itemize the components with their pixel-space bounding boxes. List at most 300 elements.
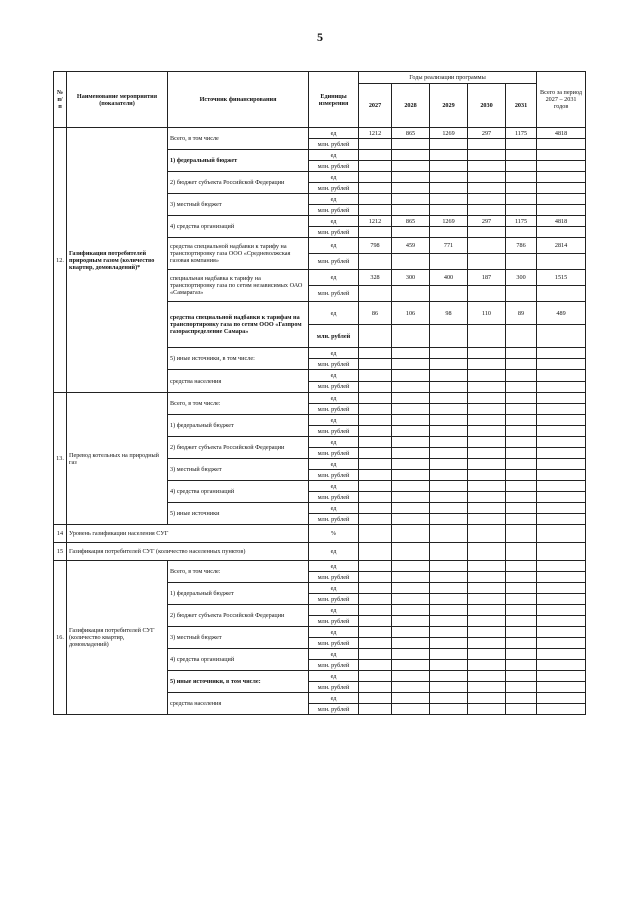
activity-name: Газификация потребителей природным газом (количество квартир, домовладений)*	[67, 128, 168, 393]
value-cell	[468, 583, 506, 594]
unit-ed: ед	[309, 302, 359, 325]
value-cell	[468, 543, 506, 561]
value-cell	[430, 393, 468, 404]
value-cell	[506, 693, 537, 704]
source-label: 2) бюджет субъекта Российской Федерации	[168, 437, 309, 459]
value-cell	[506, 583, 537, 594]
unit-mln: млн. рублей	[309, 227, 359, 238]
value-cell	[506, 481, 537, 492]
value-cell: 106	[392, 302, 430, 325]
value-cell	[392, 227, 430, 238]
source-label: 4) средства организаций	[168, 216, 309, 238]
value-cell	[359, 514, 392, 525]
value-cell	[537, 254, 586, 270]
source-label: средства населения	[168, 370, 309, 393]
value-cell	[430, 616, 468, 627]
value-cell	[359, 470, 392, 481]
source-label: специальная надбавка к тарифу на транспортировку газа по сетям независимых ОАО «Самарагаз»	[168, 270, 309, 302]
value-cell	[506, 671, 537, 682]
value-cell	[468, 649, 506, 660]
value-cell	[468, 481, 506, 492]
value-cell: 300	[392, 270, 430, 286]
value-cell	[430, 194, 468, 205]
value-cell	[392, 605, 430, 616]
source-label: 2) бюджет субъекта Российской Федерации	[168, 172, 309, 194]
value-cell	[537, 616, 586, 627]
value-cell	[468, 194, 506, 205]
header-num: № п/п	[54, 72, 67, 128]
value-cell	[537, 437, 586, 448]
table-row	[54, 561, 586, 572]
value-cell	[506, 638, 537, 649]
value-cell	[430, 381, 468, 393]
value-cell	[392, 183, 430, 194]
value-cell	[537, 183, 586, 194]
unit-ed: ед	[309, 459, 359, 470]
value-cell	[392, 503, 430, 514]
value-cell	[359, 682, 392, 693]
unit-ed: ед	[309, 270, 359, 286]
value-cell: 297	[468, 216, 506, 227]
total-cell	[537, 194, 586, 205]
value-cell	[468, 704, 506, 715]
value-cell: 89	[506, 302, 537, 325]
unit-mln: млн. рублей	[309, 205, 359, 216]
value-cell	[359, 370, 392, 382]
unit-mln: млн. рублей	[309, 286, 359, 302]
value-cell	[359, 286, 392, 302]
value-cell	[392, 660, 430, 671]
value-cell	[468, 470, 506, 481]
value-cell	[537, 638, 586, 649]
value-cell	[537, 671, 586, 682]
value-cell	[537, 448, 586, 459]
value-cell	[506, 404, 537, 415]
header-name: Наименование мероприятия (показатели)	[67, 72, 168, 128]
value-cell	[392, 393, 430, 404]
value-cell: 771	[430, 238, 468, 254]
value-cell	[506, 616, 537, 627]
unit-ed: ед	[309, 543, 359, 561]
value-cell: 1269	[430, 128, 468, 139]
value-cell	[359, 605, 392, 616]
value-cell	[430, 561, 468, 572]
value-cell	[430, 359, 468, 370]
value-cell: 786	[506, 238, 537, 254]
value-cell	[359, 649, 392, 660]
value-cell	[506, 426, 537, 437]
program-table	[53, 71, 586, 715]
value-cell	[468, 183, 506, 194]
unit-mln: млн. рублей	[309, 448, 359, 459]
unit-ed: ед	[309, 150, 359, 161]
value-cell	[392, 459, 430, 470]
unit-ed: ед	[309, 437, 359, 448]
value-cell	[430, 627, 468, 638]
value-cell	[468, 348, 506, 359]
value-cell	[468, 437, 506, 448]
value-cell	[359, 594, 392, 605]
value-cell	[468, 572, 506, 583]
value-cell	[468, 150, 506, 161]
value-cell	[468, 381, 506, 393]
value-cell	[359, 194, 392, 205]
value-cell	[430, 543, 468, 561]
value-cell	[468, 286, 506, 302]
value-cell	[537, 543, 586, 561]
value-cell	[392, 205, 430, 216]
value-cell	[392, 470, 430, 481]
value-cell	[468, 616, 506, 627]
value-cell	[506, 470, 537, 481]
value-cell	[537, 161, 586, 172]
value-cell	[506, 459, 537, 470]
unit-mln: млн. рублей	[309, 161, 359, 172]
unit-mln: млн. рублей	[309, 594, 359, 605]
value-cell	[537, 525, 586, 543]
value-cell	[359, 359, 392, 370]
unit-ed: ед	[309, 172, 359, 183]
unit-ed: ед	[309, 128, 359, 139]
value-cell	[359, 481, 392, 492]
value-cell	[392, 514, 430, 525]
value-cell	[468, 426, 506, 437]
value-cell	[430, 370, 468, 382]
total-cell: 489	[537, 302, 586, 325]
source-label: 1) федеральный бюджет	[168, 415, 309, 437]
value-cell	[359, 627, 392, 638]
unit-mln: млн. рублей	[309, 572, 359, 583]
total-cell	[537, 172, 586, 183]
value-cell	[506, 594, 537, 605]
value-cell	[359, 161, 392, 172]
value-cell	[359, 543, 392, 561]
value-cell	[537, 205, 586, 216]
unit-ed: ед	[309, 194, 359, 205]
unit-mln: млн. рублей	[309, 325, 359, 348]
header-year: 2029	[430, 84, 468, 128]
source-label: 1) федеральный бюджет	[168, 583, 309, 605]
source-label: 5) иные источники	[168, 503, 309, 525]
value-cell	[359, 325, 392, 348]
value-cell	[468, 238, 506, 254]
unit-mln: млн. рублей	[309, 638, 359, 649]
value-cell	[359, 139, 392, 150]
unit-ed: ед	[309, 238, 359, 254]
row-num: 14	[54, 525, 67, 543]
value-cell	[392, 381, 430, 393]
value-cell	[392, 693, 430, 704]
value-cell	[430, 704, 468, 715]
source-label: 5) иные источники, в том числе:	[168, 348, 309, 370]
value-cell	[392, 254, 430, 270]
value-cell	[359, 660, 392, 671]
value-cell	[468, 638, 506, 649]
value-cell	[506, 415, 537, 426]
value-cell	[392, 616, 430, 627]
unit-ed: ед	[309, 583, 359, 594]
value-cell	[430, 415, 468, 426]
value-cell	[468, 161, 506, 172]
value-cell	[392, 150, 430, 161]
unit-ed: ед	[309, 393, 359, 404]
value-cell	[506, 139, 537, 150]
unit-ed: ед	[309, 370, 359, 382]
value-cell	[537, 514, 586, 525]
source-label: Всего, в том числе:	[168, 561, 309, 583]
value-cell: 1175	[506, 128, 537, 139]
value-cell	[430, 682, 468, 693]
value-cell	[392, 492, 430, 503]
value-cell	[430, 492, 468, 503]
value-cell	[506, 682, 537, 693]
value-cell	[430, 470, 468, 481]
value-cell	[392, 525, 430, 543]
value-cell	[392, 139, 430, 150]
value-cell: 187	[468, 270, 506, 286]
value-cell: 865	[392, 216, 430, 227]
value-cell	[537, 583, 586, 594]
value-cell	[430, 227, 468, 238]
value-cell	[430, 638, 468, 649]
value-cell	[537, 594, 586, 605]
value-cell	[392, 325, 430, 348]
value-cell	[506, 605, 537, 616]
value-cell	[359, 393, 392, 404]
value-cell	[430, 286, 468, 302]
unit-mln: млн. рублей	[309, 514, 359, 525]
value-cell	[506, 393, 537, 404]
value-cell	[537, 459, 586, 470]
value-cell: 297	[468, 128, 506, 139]
value-cell	[392, 594, 430, 605]
value-cell	[537, 381, 586, 393]
value-cell	[430, 161, 468, 172]
unit-ed: ед	[309, 693, 359, 704]
value-cell	[359, 415, 392, 426]
value-cell	[359, 183, 392, 194]
header-year: 2027	[359, 84, 392, 128]
value-cell	[359, 671, 392, 682]
value-cell	[506, 370, 537, 382]
source-label: 5) иные источники, в том числе:	[168, 671, 309, 693]
unit-mln: млн. рублей	[309, 426, 359, 437]
value-cell	[537, 393, 586, 404]
activity-name: Перевод котельных на природный газ	[67, 393, 168, 525]
row-num: 15	[54, 543, 67, 561]
value-cell	[506, 561, 537, 572]
value-cell	[430, 503, 468, 514]
value-cell	[506, 660, 537, 671]
value-cell	[359, 616, 392, 627]
unit-ed: ед	[309, 503, 359, 514]
value-cell	[506, 150, 537, 161]
value-cell	[506, 437, 537, 448]
value-cell: 110	[468, 302, 506, 325]
value-cell	[468, 448, 506, 459]
table-row	[54, 543, 586, 561]
value-cell	[506, 514, 537, 525]
table-row	[54, 393, 586, 404]
unit-ed: ед	[309, 481, 359, 492]
value-cell	[537, 481, 586, 492]
value-cell	[537, 492, 586, 503]
unit-mln: млн. рублей	[309, 404, 359, 415]
value-cell	[537, 649, 586, 660]
source-label: средства специальной надбавки к тарифам на транспортировку газа по сетям ООО «Газпром газораспределение Самара»	[168, 302, 309, 348]
value-cell	[537, 627, 586, 638]
value-cell	[359, 525, 392, 543]
activity-name: Газификация потребителей СУГ (количество квартир, домовладений)	[67, 561, 168, 715]
value-cell	[468, 139, 506, 150]
source-label: 4) средства организаций	[168, 481, 309, 503]
value-cell: 98	[430, 302, 468, 325]
value-cell	[468, 627, 506, 638]
table-row	[54, 128, 586, 139]
value-cell	[392, 172, 430, 183]
value-cell	[430, 583, 468, 594]
value-cell	[506, 525, 537, 543]
total-cell	[537, 348, 586, 359]
value-cell	[506, 627, 537, 638]
value-cell	[537, 503, 586, 514]
value-cell: 86	[359, 302, 392, 325]
value-cell	[537, 139, 586, 150]
value-cell	[430, 139, 468, 150]
value-cell	[392, 704, 430, 715]
value-cell	[537, 404, 586, 415]
unit-mln: млн. рублей	[309, 139, 359, 150]
unit-mln: млн. рублей	[309, 254, 359, 270]
total-cell: 4818	[537, 216, 586, 227]
value-cell	[392, 572, 430, 583]
value-cell	[430, 404, 468, 415]
value-cell	[506, 543, 537, 561]
table-row	[54, 525, 586, 543]
value-cell	[359, 693, 392, 704]
value-cell	[430, 172, 468, 183]
value-cell	[430, 660, 468, 671]
value-cell	[430, 254, 468, 270]
value-cell	[359, 704, 392, 715]
value-cell	[506, 183, 537, 194]
value-cell	[430, 605, 468, 616]
value-cell	[392, 561, 430, 572]
total-cell	[537, 370, 586, 382]
value-cell	[468, 693, 506, 704]
unit-ed: ед	[309, 671, 359, 682]
value-cell	[468, 682, 506, 693]
value-cell	[359, 492, 392, 503]
value-cell	[430, 205, 468, 216]
value-cell	[468, 404, 506, 415]
value-cell	[537, 470, 586, 481]
value-cell	[430, 481, 468, 492]
unit-mln: млн. рублей	[309, 616, 359, 627]
value-cell	[430, 572, 468, 583]
value-cell	[430, 448, 468, 459]
value-cell	[359, 227, 392, 238]
value-cell	[537, 572, 586, 583]
unit-mln: млн. рублей	[309, 660, 359, 671]
value-cell	[392, 682, 430, 693]
source-label: Всего, в том числе:	[168, 393, 309, 415]
value-cell	[430, 693, 468, 704]
header-year: 2030	[468, 84, 506, 128]
value-cell	[359, 638, 392, 649]
value-cell: 1269	[430, 216, 468, 227]
value-cell: 865	[392, 128, 430, 139]
value-cell	[392, 161, 430, 172]
value-cell	[537, 359, 586, 370]
value-cell	[506, 161, 537, 172]
value-cell	[359, 572, 392, 583]
value-cell	[468, 172, 506, 183]
value-cell	[359, 404, 392, 415]
value-cell	[430, 325, 468, 348]
header-year: 2028	[392, 84, 430, 128]
value-cell	[537, 693, 586, 704]
value-cell	[468, 415, 506, 426]
page-number: 5	[317, 30, 323, 44]
value-cell	[506, 325, 537, 348]
value-cell	[392, 448, 430, 459]
total-cell	[537, 150, 586, 161]
value-cell	[359, 503, 392, 514]
unit-ed: ед	[309, 605, 359, 616]
unit-pct: %	[309, 525, 359, 543]
value-cell	[537, 660, 586, 671]
value-cell	[468, 594, 506, 605]
value-cell: 300	[506, 270, 537, 286]
value-cell	[468, 525, 506, 543]
value-cell	[359, 150, 392, 161]
activity-name: Уровень газификации населения СУГ	[67, 525, 309, 543]
value-cell	[468, 561, 506, 572]
value-cell: 400	[430, 270, 468, 286]
value-cell	[392, 671, 430, 682]
value-cell	[506, 649, 537, 660]
value-cell	[392, 638, 430, 649]
unit-ed: ед	[309, 415, 359, 426]
unit-ed: ед	[309, 561, 359, 572]
value-cell	[468, 514, 506, 525]
value-cell	[359, 426, 392, 437]
value-cell	[468, 370, 506, 382]
value-cell	[359, 254, 392, 270]
unit-ed: ед	[309, 649, 359, 660]
value-cell	[537, 227, 586, 238]
value-cell	[392, 543, 430, 561]
header-year: 2031	[506, 84, 537, 128]
value-cell	[468, 393, 506, 404]
value-cell	[392, 649, 430, 660]
value-cell	[430, 594, 468, 605]
value-cell	[392, 415, 430, 426]
value-cell	[392, 286, 430, 302]
unit-ed: ед	[309, 627, 359, 638]
value-cell	[506, 205, 537, 216]
value-cell: 1212	[359, 216, 392, 227]
value-cell	[468, 227, 506, 238]
value-cell	[430, 459, 468, 470]
table-row	[54, 72, 586, 84]
value-cell	[392, 348, 430, 359]
unit-mln: млн. рублей	[309, 682, 359, 693]
value-cell	[506, 348, 537, 359]
value-cell	[392, 359, 430, 370]
source-label: средства населения	[168, 693, 309, 715]
